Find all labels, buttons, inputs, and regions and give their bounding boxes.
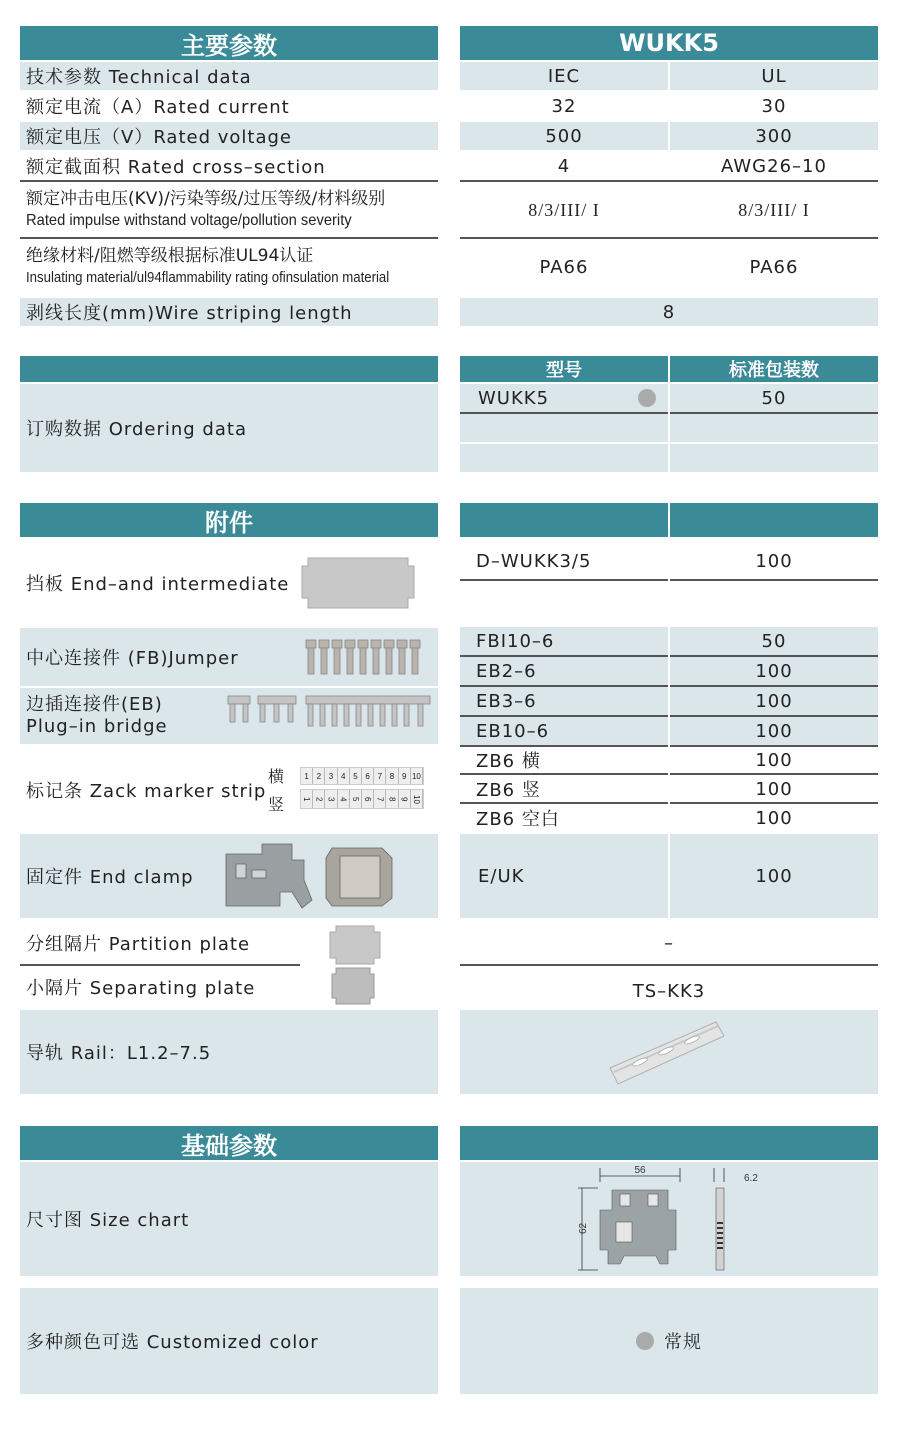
accessory-plugin-label [20,688,240,744]
marker-number: 10 [411,790,423,808]
accessories-header-bar [460,503,668,537]
marker-number: 7 [374,768,386,784]
plugin-label-cn: 边插连接件(EB) [26,694,163,715]
accessory-end-plate-label: 挡板 End–and intermediate [26,574,290,595]
ordering-empty-cell [460,444,668,472]
impulse-label-cn: 额定冲击电压(KV)/污染等级/过压等级/材料级别 [26,189,386,209]
color-label: 多种颜色可选 Customized color [20,1288,438,1394]
accessory-rail-label: 导轨 Rail：L1.2–7.5 [20,1010,438,1094]
rated-voltage-ul: 300 [670,122,878,150]
divider [20,237,438,239]
impulse-label-en: Rated impulse withstand voltage/pollution severity [26,212,352,229]
marker-number: 9 [399,768,411,784]
accessory-separating-label: 小隔片 Separating plate [26,978,256,999]
accessories-header: 附件 [20,503,438,537]
dim-width-label: 56 [634,1165,646,1176]
zb-code-3: ZB6 空白 [476,809,560,830]
color-cell [460,1288,878,1394]
rated-current-ul: 30 [761,95,787,117]
marker-number: 7 [374,790,386,808]
divider [460,964,878,966]
rail-image [604,1016,728,1088]
end-clamp-qty: 100 [670,834,878,918]
dim-thickness-label: 6.2 [744,1173,758,1184]
end-plate-code: D–WUKK3/5 [476,550,592,572]
ul-header: UL [670,62,878,90]
row-impulse-label [20,184,438,236]
marker-number: 3 [325,790,337,808]
ordering-model: WUKK5 [478,387,550,409]
accessories-header-bar [670,503,878,537]
jumper-qty: 50 [670,627,878,655]
divider [20,964,300,966]
marker-number: 3 [325,768,337,784]
row-technical-data-label: 技术参数 Technical data [20,62,438,90]
ordering-pack: 50 [670,384,878,412]
impulse-ul: 8/3/III/ I [738,199,810,220]
accessory-partition-label: 分组隔片 Partition plate [26,934,251,955]
color-name: 常规 [664,1332,702,1353]
size-chart-drawing [572,1164,772,1274]
marker-number: 2 [313,768,325,784]
iec-header: IEC [460,62,668,90]
ordering-empty-cell [670,444,878,472]
plugin-bridge-image [226,692,432,740]
eb-qty-1: 100 [670,657,878,685]
marker-number: 4 [338,768,350,784]
zb-code-2: ZB6 竖 [476,780,541,801]
eb-code-3: EB10–6 [460,717,668,745]
divider [670,579,878,581]
plugin-label-en: Plug–in bridge [26,716,168,737]
marker-number: 2 [313,790,325,808]
marker-number: 6 [362,790,374,808]
cross-section-iec: 4 [557,155,571,177]
separating-plate-image [330,966,376,1006]
main-params-header: 主要参数 [20,26,438,60]
marker-strip-horizontal [300,767,424,785]
marker-number: 1 [301,768,313,784]
rated-voltage-iec: 500 [460,122,668,150]
ordering-label: 订购数据 Ordering data [20,384,438,472]
basic-params-header: 基础参数 [20,1126,438,1160]
marker-vertical-label: 竖 [268,795,285,814]
divider [460,180,878,182]
color-dot-icon [638,389,656,407]
marker-number: 8 [386,790,398,808]
eb-qty-3: 100 [670,717,878,745]
insulating-label-cn: 绝缘材料/阻燃等级根据标准UL94认证 [26,246,314,266]
end-clamp-code: E/UK [460,834,668,918]
marker-number: 8 [386,768,398,784]
marker-number: 6 [362,768,374,784]
divider [20,180,438,182]
ordering-model-cell [460,384,668,412]
accessory-end-clamp-label: 固定件 End clamp [20,834,438,918]
end-plate-image [300,552,416,612]
strip-length-value: 8 [460,298,878,326]
row-strip-length-label: 剥线长度(mm)Wire striping length [20,298,438,326]
marker-number: 10 [411,768,423,784]
marker-number: 1 [301,790,313,808]
divider [460,579,668,581]
ordering-empty-cell [460,414,668,442]
eb-qty-2: 100 [670,687,878,715]
marker-strip-vertical [300,789,424,809]
jumper-code: FBI10–6 [460,627,668,655]
eb-code-2: EB3–6 [460,687,668,715]
eb-code-1: EB2–6 [460,657,668,685]
ordering-col-model: 型号 [460,356,668,382]
row-insulating-label [20,241,438,293]
end-plate-qty: 100 [755,550,793,572]
jumper-image [304,636,424,678]
marker-number: 4 [338,790,350,808]
insulating-iec: PA66 [539,256,589,278]
zb-qty-1: 100 [755,749,793,771]
dim-height-label: 62 [578,1222,589,1234]
color-swatch-icon [636,1332,654,1350]
marker-number: 9 [399,790,411,808]
model-title-header: WUKK5 [460,26,878,60]
marker-number: 5 [350,768,362,784]
size-chart-label: 尺寸图 Size chart [20,1162,438,1276]
ordering-col-pack: 标准包装数 [670,356,878,382]
cross-section-ul: AWG26–10 [721,155,827,177]
partition-value: – [664,932,674,954]
zb-qty-3: 100 [755,807,793,829]
insulating-label-en: Insulating material/ul94flammability rating ofinsulation material [26,269,390,286]
zb-code-1: ZB6 横 [476,751,541,772]
accessory-jumper-label: 中心连接件 (FB)Jumper [20,628,438,686]
row-rated-voltage-label: 额定电压（V）Rated voltage [20,122,438,150]
divider [460,237,878,239]
zb-qty-2: 100 [755,778,793,800]
end-clamp-image [222,840,402,912]
separating-value: TS–KK3 [632,980,706,1002]
ordering-empty-cell [670,414,878,442]
basic-params-header-bar [460,1126,878,1160]
ordering-left-header-bar [20,356,438,382]
row-cross-section-label: 额定截面积 Rated cross–section [26,157,326,178]
marker-number: 5 [350,790,362,808]
insulating-ul: PA66 [749,256,799,278]
impulse-iec: 8/3/III/ I [528,199,600,220]
row-rated-current-label: 额定电流（A）Rated current [26,97,290,118]
rated-current-iec: 32 [551,95,577,117]
accessory-marker-label: 标记条 Zack marker strip [26,781,267,802]
marker-horizontal-label: 横 [268,767,285,786]
partition-plate-image [328,922,382,966]
